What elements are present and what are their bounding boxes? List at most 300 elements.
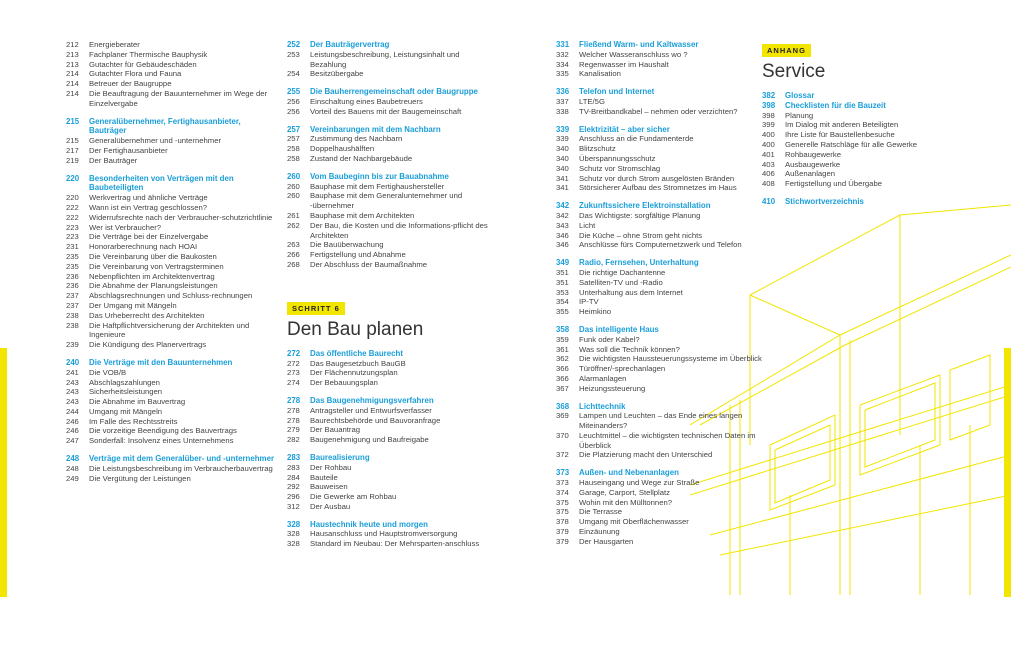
page-number: 248 [66, 463, 79, 473]
page-number: 399 [762, 120, 775, 130]
part-header-anhang [762, 40, 972, 83]
entry-title: Bauphase mit dem Fertighaushersteller [310, 181, 445, 191]
toc-entry[interactable] [762, 179, 972, 189]
toc-entry[interactable] [556, 50, 766, 60]
toc-entry[interactable] [287, 539, 497, 549]
page-number: 283 [287, 462, 300, 472]
page-number: 342 [556, 210, 569, 220]
toc-section-heading[interactable] [556, 201, 766, 211]
toc-entry[interactable] [287, 240, 497, 250]
entry-title: Wann ist ein Vertrag geschlossen? [89, 202, 208, 212]
toc-entry[interactable] [556, 478, 766, 488]
toc-section-heading[interactable] [66, 454, 276, 464]
part-badge: ANHANG [762, 44, 811, 57]
toc-section-heading[interactable] [556, 325, 766, 335]
toc-entry[interactable] [556, 268, 766, 278]
toc-entry[interactable] [556, 211, 766, 221]
entry-title: Die vorzeitige Beendigung des Bauvertrags [89, 426, 237, 436]
page-number: 256 [287, 96, 300, 106]
entry-title: Anschlüsse fürs Computernetzwerk und Telefon [579, 240, 742, 250]
toc-entry[interactable] [287, 502, 497, 512]
toc-entry[interactable] [287, 482, 497, 492]
toc-entry[interactable] [556, 144, 766, 154]
toc-column-4 [762, 40, 972, 207]
entry-title: Der Bauträgervertrag [310, 40, 390, 49]
entry-title: Zustand der Nachbargebäude [310, 153, 413, 163]
page-number: 296 [287, 492, 300, 502]
page-number: 374 [556, 487, 569, 497]
page-number: 379 [556, 536, 569, 546]
toc-section-heading[interactable] [762, 91, 972, 101]
entry-title: Einzäunung [579, 527, 620, 537]
toc-entry[interactable] [556, 134, 766, 144]
toc-entry[interactable] [66, 301, 276, 311]
entry-title: Außen- und Nebenanlagen [579, 468, 679, 478]
toc-entry[interactable] [287, 425, 497, 435]
toc-entry[interactable] [287, 221, 497, 241]
toc-section-heading[interactable] [556, 40, 766, 50]
toc-entry[interactable] [556, 488, 766, 498]
toc-entry[interactable] [762, 120, 972, 130]
toc-entry[interactable] [762, 111, 972, 121]
page-number: 231 [66, 242, 79, 252]
page-number: 354 [556, 297, 569, 307]
toc-section-heading[interactable] [762, 101, 972, 111]
page-number: 400 [762, 139, 775, 149]
page-number: 349 [556, 258, 570, 268]
entry-title: Garage, Carport, Stellplatz [579, 487, 671, 497]
page-number: 334 [556, 59, 569, 69]
toc-entry[interactable] [556, 517, 766, 527]
entry-title: Nebenpflichten im Architektenvertrag [89, 271, 215, 281]
page-number: 253 [287, 49, 300, 59]
entry-title: Das Urheberrecht des Architekten [89, 310, 205, 320]
page-number: 408 [762, 179, 775, 189]
entry-title: Leuchtmittel – die wichtigsten technischen Daten im Überblick [579, 430, 756, 450]
toc-entry[interactable] [556, 154, 766, 164]
toc-entry[interactable] [66, 252, 276, 262]
toc-section-heading[interactable] [556, 125, 766, 135]
toc-entry[interactable] [66, 417, 276, 427]
toc-section-heading[interactable] [762, 197, 972, 207]
page-number: 372 [556, 450, 569, 460]
page-number: 340 [556, 153, 569, 163]
page-number: 220 [66, 193, 79, 203]
page-number: 260 [287, 191, 300, 201]
page-number: 339 [556, 134, 569, 144]
entry-title: Die Gewerke am Rohbau [310, 492, 397, 502]
toc-section-heading[interactable] [287, 40, 497, 50]
part-header-schritt-6 [287, 298, 497, 341]
entry-title: Lichttechnik [579, 401, 626, 411]
entry-title: Besonderheiten von Verträgen mit den Baubeteiligten [89, 173, 234, 193]
entry-title: Fertigstellung und Übergabe [785, 179, 883, 189]
toc-entry[interactable] [287, 182, 497, 192]
toc-entry[interactable] [66, 60, 276, 70]
page-number: 241 [66, 367, 79, 377]
toc-section-heading[interactable] [556, 258, 766, 268]
entry-title: Fließend Warm- und Kaltwasser [579, 40, 699, 49]
page-number: 266 [287, 250, 300, 260]
toc-entry[interactable] [66, 378, 276, 388]
entry-title: Das intelligente Haus [579, 324, 659, 334]
page-number: 398 [762, 100, 776, 110]
entry-title: Energieberater [89, 40, 140, 49]
toc-entry[interactable] [66, 281, 276, 291]
toc-entry[interactable] [287, 250, 497, 260]
page-number: 278 [287, 405, 300, 415]
toc-entry[interactable] [556, 221, 766, 231]
toc-entry[interactable] [556, 183, 766, 193]
page-number: 375 [556, 507, 569, 517]
page-number: 341 [556, 173, 569, 183]
toc-entry[interactable] [287, 134, 497, 144]
toc-entry[interactable] [66, 426, 276, 436]
toc-entry[interactable] [762, 150, 972, 160]
toc-entry[interactable] [762, 160, 972, 170]
entry-title: Das Baugesetzbuch BauGB [310, 358, 406, 368]
entry-title: Planung [785, 110, 814, 120]
toc-entry[interactable] [762, 140, 972, 150]
page-number: 410 [762, 196, 776, 206]
toc-entry[interactable] [556, 411, 766, 431]
toc-entry[interactable] [556, 537, 766, 547]
entry-title: Regenwasser im Haushalt [579, 59, 669, 69]
toc-entry[interactable] [66, 89, 276, 109]
entry-title: Die Vergütung der Leistungen [89, 473, 191, 483]
entry-title: Heizungssteuerung [579, 383, 646, 393]
page-number: 222 [66, 212, 79, 222]
toc-entry[interactable] [556, 431, 766, 451]
entry-title: Zukunftssichere Elektroinstallation [579, 201, 711, 211]
toc-entry[interactable] [556, 240, 766, 250]
toc-entry[interactable] [66, 407, 276, 417]
toc-entry[interactable] [287, 260, 497, 270]
entry-title: Leistungsbeschreibung, Leistungsinhalt und Bezahlung [310, 49, 460, 69]
page-number: 273 [287, 368, 300, 378]
page-number: 247 [66, 436, 79, 446]
toc-entry[interactable] [287, 416, 497, 426]
toc-entry[interactable] [66, 291, 276, 301]
page-number: 237 [66, 300, 79, 310]
entry-title: Bauweisen [310, 482, 348, 492]
entry-title: Die Küche – ohne Strom geht nichts [579, 230, 703, 240]
toc-entry[interactable] [556, 384, 766, 394]
page-number: 353 [556, 287, 569, 297]
entry-title: Ausbaugewerke [785, 159, 841, 169]
page-number: 403 [762, 159, 775, 169]
toc-entry[interactable] [556, 345, 766, 355]
page-number: 214 [66, 88, 79, 98]
entry-title: Baurechtsbehörde und Bauvoranfrage [310, 415, 441, 425]
entry-title: Bauteile [310, 472, 338, 482]
entry-title: Wohin mit den Mülltonnen? [579, 497, 673, 507]
toc-section-heading[interactable] [66, 117, 276, 137]
page-number: 249 [66, 473, 79, 483]
entry-title: Der Fertighausanbieter [89, 145, 168, 155]
entry-title: Checklisten für die Bauzeit [785, 100, 886, 110]
entry-title: Der Umgang mit Mängeln [89, 300, 177, 310]
toc-entry[interactable] [556, 507, 766, 517]
toc-entry[interactable] [287, 359, 497, 369]
entry-title: Widerrufsrechte nach der Verbraucher-schutzrichtlinie [89, 212, 273, 222]
entry-title: Generelle Ratschläge für alle Gewerke [785, 139, 918, 149]
page-number: 382 [762, 91, 776, 100]
toc-section-heading[interactable] [287, 396, 497, 406]
page-number: 260 [287, 181, 300, 191]
toc-section-heading[interactable] [556, 402, 766, 412]
page-number: 369 [556, 411, 569, 421]
entry-title: Satelliten-TV und -Radio [579, 277, 663, 287]
toc-entry[interactable] [762, 130, 972, 140]
toc-entry[interactable] [66, 193, 276, 203]
entry-title: Die Vereinbarung von Vertragsterminen [89, 261, 224, 271]
entry-title: IP-TV [579, 297, 599, 307]
entry-title: Im Dialog mit anderen Beteiligten [785, 120, 899, 130]
entry-title: Umgang mit Mängeln [89, 406, 163, 416]
page-number: 336 [556, 87, 570, 97]
entry-title: Was soll die Technik können? [579, 344, 680, 354]
page-number: 238 [66, 320, 79, 330]
page-number: 375 [556, 497, 569, 507]
page-number: 346 [556, 240, 569, 250]
toc-entry[interactable] [287, 107, 497, 117]
entry-title: Der Bau, die Kosten und die Informations-pflicht des Architekten [310, 220, 488, 240]
toc-entry[interactable] [556, 278, 766, 288]
page-number: 243 [66, 387, 79, 397]
page-number: 379 [556, 527, 569, 537]
entry-title: Sicherheitsleistungen [89, 387, 163, 397]
toc-entry[interactable] [556, 498, 766, 508]
entry-title: Die Abnahme der Planungsleistungen [89, 281, 218, 291]
toc-section-heading[interactable] [287, 87, 497, 97]
toc-entry[interactable] [556, 450, 766, 460]
toc-entry[interactable] [556, 374, 766, 384]
toc-entry[interactable] [287, 492, 497, 502]
toc-section-heading[interactable] [287, 172, 497, 182]
page-number: 342 [556, 201, 570, 211]
toc-entry[interactable] [556, 174, 766, 184]
entry-title: Die Haftpflichtversicherung der Architekten und Ingenieure [89, 320, 250, 340]
toc-entry[interactable] [287, 144, 497, 154]
entry-title: Verträge mit dem Generalüber- und -unternehmer [89, 454, 275, 464]
toc-entry[interactable] [66, 311, 276, 321]
toc-entry[interactable] [556, 164, 766, 174]
entry-title: Die Verträge bei der Einzelvergabe [89, 232, 209, 242]
toc-entry[interactable] [66, 69, 276, 79]
toc-entry[interactable] [66, 464, 276, 474]
entry-title: Die Bauherrengemeinschaft oder Baugruppe [310, 87, 478, 97]
entry-title: Generalübernehmer und -unternehmer [89, 136, 222, 146]
toc-entry[interactable] [66, 213, 276, 223]
entry-title: Telefon und Internet [579, 87, 655, 97]
toc-entry[interactable] [287, 191, 497, 211]
toc-entry[interactable] [287, 406, 497, 416]
entry-title: Der Bauträger [89, 155, 138, 165]
entry-title: Einschaltung eines Baubetreuers [310, 96, 423, 106]
toc-entry[interactable] [556, 354, 766, 364]
entry-title: Vorteil des Bauens mit der Baugemeinschaft [310, 106, 462, 116]
entry-title: Anschluss an die Fundamenterde [579, 134, 694, 144]
page-number: 400 [762, 130, 775, 140]
toc-section-heading[interactable] [287, 453, 497, 463]
toc-entry[interactable] [287, 463, 497, 473]
page-number: 338 [556, 106, 569, 116]
page-number: 366 [556, 373, 569, 383]
toc-entry[interactable] [556, 364, 766, 374]
toc-section-heading[interactable] [556, 468, 766, 478]
toc-entry[interactable] [66, 203, 276, 213]
page-number: 406 [762, 169, 775, 179]
toc-entry[interactable] [66, 223, 276, 233]
entry-title: Licht [579, 220, 596, 230]
entry-title: Bauphase mit dem Architekten [310, 210, 415, 220]
toc-entry[interactable] [556, 107, 766, 117]
page-number: 243 [66, 397, 79, 407]
page-number: 268 [287, 259, 300, 269]
page-number: 292 [287, 482, 300, 492]
entry-title: Die Vereinbarung über die Baukosten [89, 251, 217, 261]
entry-title: Vom Baubeginn bis zur Bauabnahme [310, 171, 449, 181]
toc-entry[interactable] [66, 156, 276, 166]
entry-title: Glossar [785, 91, 815, 100]
toc-entry[interactable] [556, 335, 766, 345]
toc-entry[interactable] [66, 397, 276, 407]
entry-title: Doppelhaushälften [310, 144, 375, 154]
toc-entry[interactable] [66, 40, 276, 50]
entry-title: Die wichtigsten Haussteuerungssysteme im Überblick [579, 354, 762, 364]
toc-entry[interactable] [287, 50, 497, 70]
toc-entry[interactable] [556, 288, 766, 298]
toc-entry[interactable] [556, 231, 766, 241]
toc-entry[interactable] [556, 69, 766, 79]
toc-entry[interactable] [287, 435, 497, 445]
toc-section-heading[interactable] [556, 87, 766, 97]
page-number: 278 [287, 395, 301, 405]
page-number: 337 [556, 96, 569, 106]
page-number: 246 [66, 416, 79, 426]
page-number: 282 [287, 435, 300, 445]
page-number: 240 [66, 357, 80, 367]
toc-entry[interactable] [66, 136, 276, 146]
page-number: 213 [66, 59, 79, 69]
toc-entry[interactable] [287, 529, 497, 539]
entry-title: Die Beauftragung der Bauunternehmer im Wege der Einzelvergabe [89, 88, 268, 108]
entry-title: Alarmanlagen [579, 373, 627, 383]
page-number: 223 [66, 232, 79, 242]
page-number: 335 [556, 69, 569, 79]
page-number: 339 [556, 124, 570, 134]
toc-entry[interactable] [66, 321, 276, 341]
page-number: 263 [287, 240, 300, 250]
entry-title: Standard im Neubau: Der Mehrsparten-anschluss [310, 539, 480, 549]
page-number: 254 [287, 69, 300, 79]
page-number: 217 [66, 145, 79, 155]
page-number: 258 [287, 153, 300, 163]
toc-column-2 [287, 40, 497, 549]
entry-title: Schutz vor Stromschlag [579, 163, 661, 173]
page-number: 328 [287, 539, 300, 549]
toc-entry[interactable] [66, 272, 276, 282]
toc-entry[interactable] [287, 69, 497, 79]
page-number: 367 [556, 383, 569, 393]
entry-title: Der Flächennutzungsplan [310, 368, 398, 378]
toc-entry[interactable] [556, 97, 766, 107]
toc-entry[interactable] [287, 97, 497, 107]
page-number: 222 [66, 202, 79, 212]
toc-entry[interactable] [66, 232, 276, 242]
entry-title: Die Platzierung macht den Unterschied [579, 450, 713, 460]
page-number: 236 [66, 271, 79, 281]
toc-entry[interactable] [66, 79, 276, 89]
toc-entry[interactable] [66, 146, 276, 156]
toc-section-heading[interactable] [287, 520, 497, 530]
toc-entry[interactable] [287, 473, 497, 483]
page-number: 355 [556, 307, 569, 317]
page-number: 236 [66, 281, 79, 291]
toc-entry[interactable] [66, 242, 276, 252]
page-number: 328 [287, 529, 300, 539]
page-number: 248 [66, 454, 80, 464]
page-number: 401 [762, 149, 775, 159]
entry-title: Der Ausbau [310, 501, 351, 511]
toc-section-heading[interactable] [287, 125, 497, 135]
toc-section-heading[interactable] [66, 358, 276, 368]
toc-entry[interactable] [66, 340, 276, 350]
page-number: 257 [287, 134, 300, 144]
entry-title: Fachplaner Thermische Bauphysik [89, 49, 208, 59]
toc-entry[interactable] [287, 378, 497, 388]
page-number: 274 [287, 378, 300, 388]
entry-title: Blitzschutz [579, 144, 616, 154]
toc-entry[interactable] [66, 368, 276, 378]
toc-entry[interactable] [287, 154, 497, 164]
page-number: 261 [287, 210, 300, 220]
page-number: 283 [287, 452, 301, 462]
entry-title: Hausanschluss und Hauptstromversorgung [310, 529, 458, 539]
page-number: 279 [287, 425, 300, 435]
toc-section-heading[interactable] [287, 349, 497, 359]
page-number: 215 [66, 136, 79, 146]
toc-entry[interactable] [287, 211, 497, 221]
entry-title: LTE/5G [579, 96, 605, 106]
entry-title: Das Wichtigste: sorgfältige Planung [579, 210, 701, 220]
entry-title: Die Abnahme im Bauvertrag [89, 397, 186, 407]
toc-entry[interactable] [762, 169, 972, 179]
page-number: 213 [66, 49, 79, 59]
toc-column-3 [556, 40, 766, 547]
toc-entry[interactable] [66, 387, 276, 397]
toc-entry[interactable] [556, 527, 766, 537]
page-number: 351 [556, 267, 569, 277]
toc-entry[interactable] [66, 262, 276, 272]
page-number: 359 [556, 334, 569, 344]
toc-entry[interactable] [287, 368, 497, 378]
toc-entry[interactable] [556, 60, 766, 70]
page-number: 284 [287, 472, 300, 482]
page-number: 256 [287, 106, 300, 116]
entry-title: Die Terrasse [579, 507, 623, 517]
toc-entry[interactable] [66, 436, 276, 446]
toc-entry[interactable] [556, 297, 766, 307]
toc-section-heading[interactable] [66, 174, 276, 194]
entry-title: Heimkino [579, 307, 612, 317]
toc-entry[interactable] [556, 307, 766, 317]
toc-entry[interactable] [66, 474, 276, 484]
toc-entry[interactable] [66, 50, 276, 60]
page-number: 362 [556, 354, 569, 364]
page-number: 235 [66, 251, 79, 261]
